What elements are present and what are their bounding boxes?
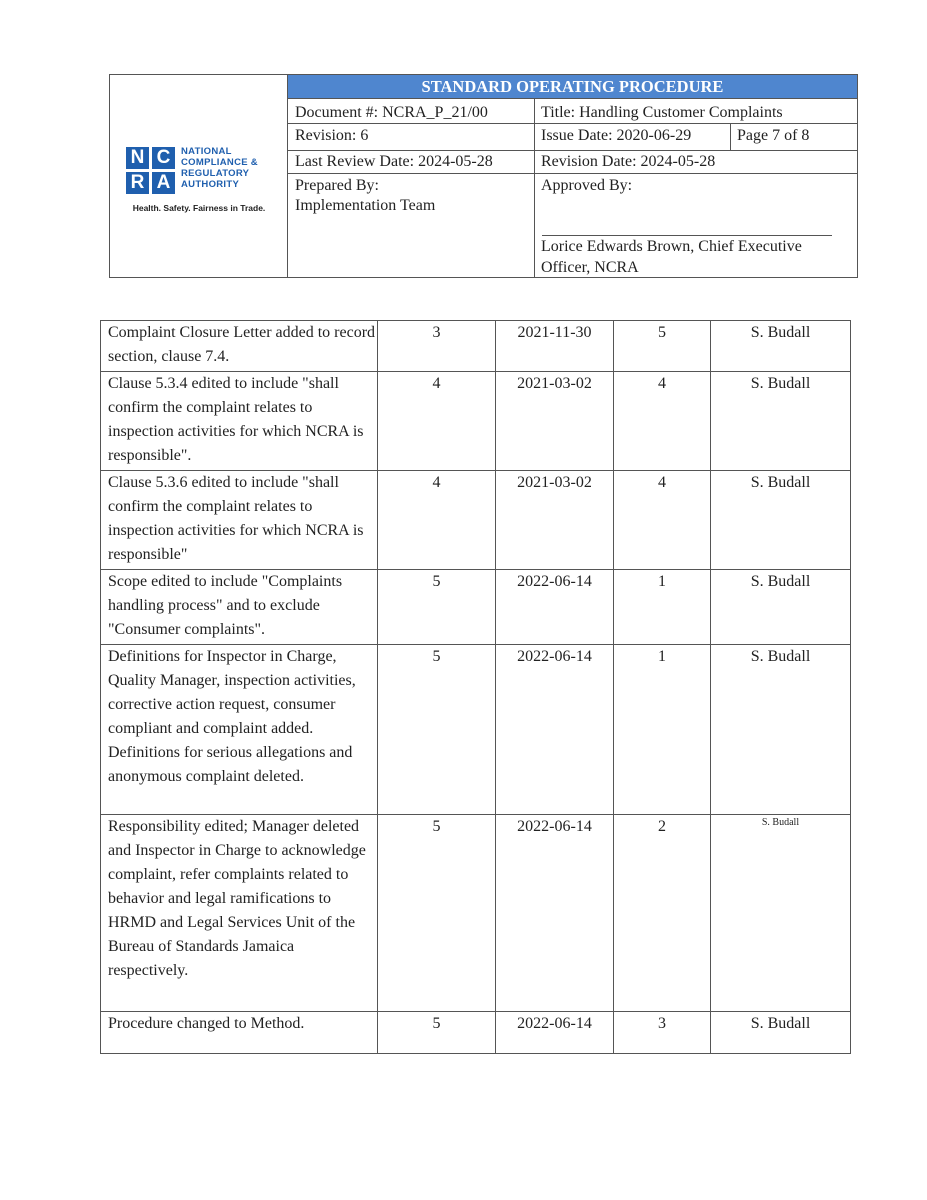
revision-page-cell: 2: [614, 815, 711, 1012]
revision-date-cell: 2021-11-30: [496, 321, 614, 372]
document-title: Title: Handling Customer Complaints: [541, 104, 783, 121]
revised-by-cell: S. Budall: [711, 815, 851, 1012]
revision-date-cell: 2022-06-14: [496, 815, 614, 1012]
revision-description: Scope edited to include "Complaints handling process" and to exclude "Consumer complaints".: [101, 570, 378, 645]
revision-page-cell: 1: [614, 570, 711, 645]
logo-cell: [110, 75, 288, 277]
approved-by-label: Approved By:: [541, 177, 633, 194]
revision-date-cell: 2022-06-14: [496, 645, 614, 815]
revision-date-cell: 2021-03-02: [496, 471, 614, 570]
revision-description: Clause 5.3.6 edited to include "shall confirm the complaint relates to inspection activities for which NCRA is responsible": [101, 471, 378, 570]
page-number: Page 7 of 8: [737, 127, 810, 144]
revision-number-cell: 4: [378, 372, 496, 471]
revision-date-cell: 2021-03-02: [496, 372, 614, 471]
revised-by-cell: S. Budall: [711, 321, 851, 372]
logo-wordmark: [181, 146, 258, 190]
divider: [288, 173, 857, 174]
table-row: [101, 372, 851, 471]
logo-tagline: Health. Safety. Fairness in Trade.: [132, 203, 266, 213]
revision-description: Definitions for Inspector in Charge, Quality Manager, inspection activities, corrective action request, consumer compliant and complaint added. Definitions for serious allegations and anonymous complaint deleted.: [101, 645, 378, 815]
revision-page-cell: 5: [614, 321, 711, 372]
logo-letter-r: R: [126, 172, 149, 194]
prepared-by-label: Prepared By:: [295, 177, 379, 194]
logo-word-line: REGULATORY: [181, 168, 250, 179]
revision-date: Revision Date: 2024-05-28: [541, 153, 716, 170]
table-row: [101, 570, 851, 645]
document-number: Document #: NCRA_P_21/00: [295, 104, 488, 121]
logo-letter-n: N: [126, 147, 149, 169]
logo-letter-a: A: [152, 172, 175, 194]
revision-page-cell: 1: [614, 645, 711, 815]
logo-letter-c: C: [152, 147, 175, 169]
revision-description: Clause 5.3.4 edited to include "shall confirm the complaint relates to inspection activities for which NCRA is responsible".: [101, 372, 378, 471]
revision-number-cell: 5: [378, 1012, 496, 1054]
revision-number: Revision: 6: [295, 127, 369, 144]
revised-by-cell: S. Budall: [711, 1012, 851, 1054]
table-row: [101, 321, 851, 372]
document-header: [109, 74, 858, 278]
revision-description: Procedure changed to Method.: [101, 1012, 378, 1054]
revision-page-cell: 4: [614, 372, 711, 471]
revision-description: Complaint Closure Letter added to record section, clause 7.4.: [101, 321, 378, 372]
revised-by-cell: S. Budall: [711, 471, 851, 570]
approver-title: Officer, NCRA: [541, 259, 639, 276]
table-row: [101, 815, 851, 1012]
revision-number-cell: 5: [378, 645, 496, 815]
revision-number-cell: 5: [378, 815, 496, 1012]
logo-word-line: AUTHORITY: [181, 179, 240, 190]
logo-word-line: NATIONAL: [181, 146, 232, 157]
logo-word-line: COMPLIANCE &: [181, 157, 258, 168]
revision-date-cell: 2022-06-14: [496, 1012, 614, 1054]
revision-page-cell: 3: [614, 1012, 711, 1054]
revision-number-cell: 5: [378, 570, 496, 645]
last-review-date: Last Review Date: 2024-05-28: [295, 153, 493, 170]
revision-number-cell: 3: [378, 321, 496, 372]
revised-by-cell: S. Budall: [711, 372, 851, 471]
issue-date: Issue Date: 2020-06-29: [541, 127, 692, 144]
revised-by-cell: S. Budall: [711, 645, 851, 815]
divider: [288, 123, 857, 124]
revised-by-cell: S. Budall: [711, 570, 851, 645]
prepared-by: Implementation Team: [295, 197, 436, 214]
revision-number-cell: 4: [378, 471, 496, 570]
sop-banner: STANDARD OPERATING PROCEDURE: [288, 75, 857, 99]
table-row: [101, 1012, 851, 1054]
revision-date-cell: 2022-06-14: [496, 570, 614, 645]
approver-name: Lorice Edwards Brown, Chief Executive: [541, 238, 802, 255]
ncra-logo-mark: [126, 147, 176, 195]
revision-history-table: [100, 320, 851, 1054]
table-row: [101, 645, 851, 815]
revision-page-cell: 4: [614, 471, 711, 570]
table-row: [101, 471, 851, 570]
revision-description: Responsibility edited; Manager deleted and Inspector in Charge to acknowledge complaint, refer complaints related to behavior and legal ramifications to HRMD and Legal Services Unit of the Bureau of Standards Jamaica respectively.: [101, 815, 378, 1012]
